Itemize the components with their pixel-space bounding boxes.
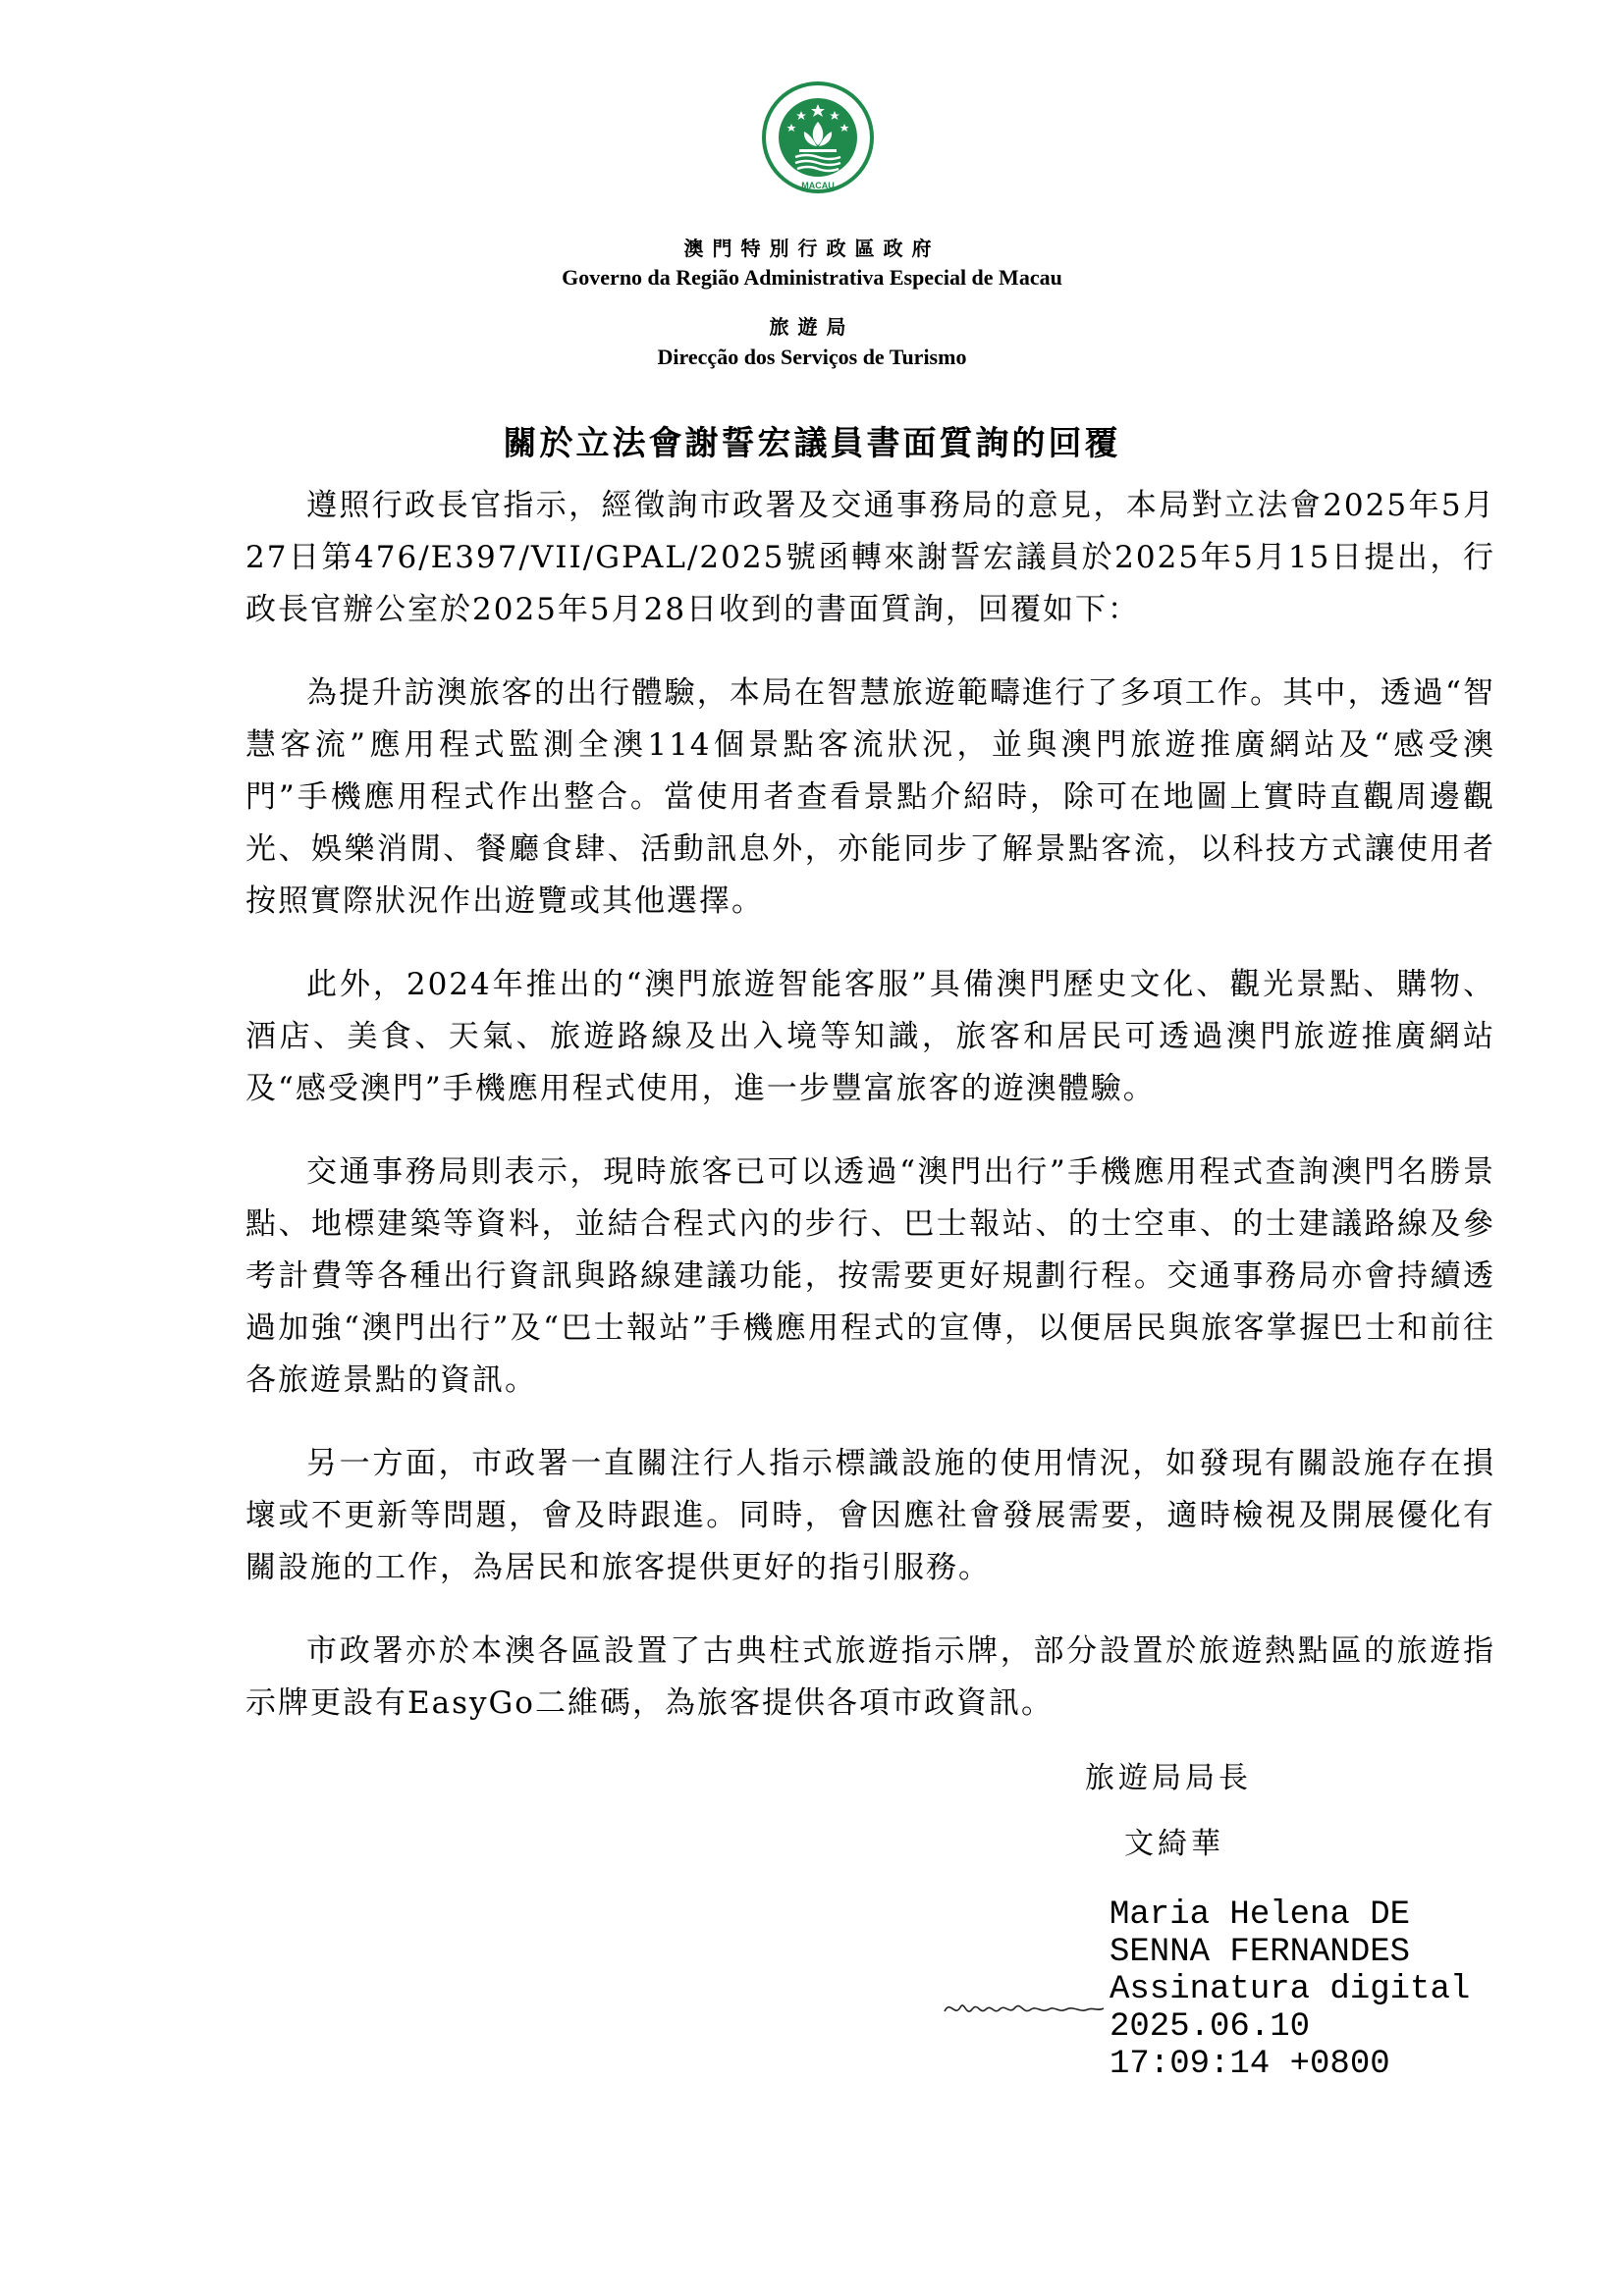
paragraph: 此外，2024年推出的“澳門旅遊智能客服”具備澳門歷史文化、觀光景點、購物、酒店、美食、天氣、旅遊路線及出入境等知識，旅客和居民可透過澳門旅遊推廣網站及“感受澳門”手機應用程式使用，進一步豐富旅客的遊澳體驗。 bbox=[245, 967, 1495, 1106]
document-title: 關於立法會謝誓宏議員書面質詢的回覆 bbox=[503, 424, 1121, 463]
macau-emblem-icon bbox=[760, 80, 876, 200]
department-name-zh: 旅遊局 bbox=[769, 315, 855, 339]
paragraph: 市政署亦於本澳各區設置了古典柱式旅遊指示牌，部分設置於旅遊熱點區的旅遊指示牌更設有EasyGo二維碼，為旅客提供各項市政資訊。 bbox=[245, 1633, 1495, 1721]
paragraph: 遵照行政長官指示，經徵詢市政署及交通事務局的意見，本局對立法會2025年5月27日第476/E397/VII/GPAL/2025號函轉來謝誓宏議員於2025年5月15日提出，行政長官辦公室於2025年5月28日收到的書面質詢，回覆如下： bbox=[245, 488, 1495, 627]
signatory-name: 文綺華 bbox=[1124, 1827, 1224, 1861]
digital-signature-line: 2025.06.10 bbox=[1110, 2008, 1311, 2046]
paragraph: 另一方面，市政署一直關注行人指示標識設施的使用情況，如發現有關設施存在損壞或不更新等問題，會及時跟進。同時，會因應社會發展需要，適時檢視及開展優化有關設施的工作，為居民和旅客提供更好的指引服務。 bbox=[245, 1446, 1495, 1585]
government-name-zh: 澳門特別行政區政府 bbox=[683, 237, 941, 260]
digital-signature-line: Assinatura digital bbox=[1110, 1971, 1471, 2008]
digital-signature-line: SENNA FERNANDES bbox=[1110, 1934, 1411, 1971]
digital-signature-line: Maria Helena DE bbox=[1110, 1896, 1411, 1934]
digital-signature-line: 17:09:14 +0800 bbox=[1110, 2046, 1390, 2083]
signatory-title: 旅遊局局長 bbox=[1085, 1761, 1252, 1795]
government-name-pt: Governo da Região Administrativa Especial de Macau bbox=[562, 265, 1062, 290]
handwritten-signature bbox=[941, 1988, 1108, 2027]
paragraph: 交通事務局則表示，現時旅客已可以透過“澳門出行”手機應用程式查詢澳門名勝景點、地標建築等資料，並結合程式內的步行、巴士報站、的士空車、的士建議路線及參考計費等各種出行資訊與路線建議功能，按需要更好規劃行程。交通事務局亦會持續透過加強“澳門出行”及“巴士報站”手機應用程式的宣傳，以便居民與旅客掌握巴士和前往各旅遊景點的資訊。 bbox=[245, 1154, 1495, 1398]
department-name-pt: Direcção dos Serviços de Turismo bbox=[657, 345, 967, 369]
digital-signature-block bbox=[1110, 1896, 1470, 2083]
document-body bbox=[245, 480, 1495, 1761]
emblem-label: MACAU bbox=[801, 181, 835, 190]
paragraph: 為提升訪澳旅客的出行體驗，本局在智慧旅遊範疇進行了多項工作。其中，透過“智慧客流”應用程式監測全澳114個景點客流狀況，並與澳門旅遊推廣網站及“感受澳門”手機應用程式作出整合。當使用者查看景點介紹時，除可在地圖上實時直觀周邊觀光、娛樂消閒、餐廳食肆、活動訊息外，亦能同步了解景點客流，以科技方式讓使用者按照實際狀況作出遊覽或其他選擇。 bbox=[245, 675, 1495, 919]
